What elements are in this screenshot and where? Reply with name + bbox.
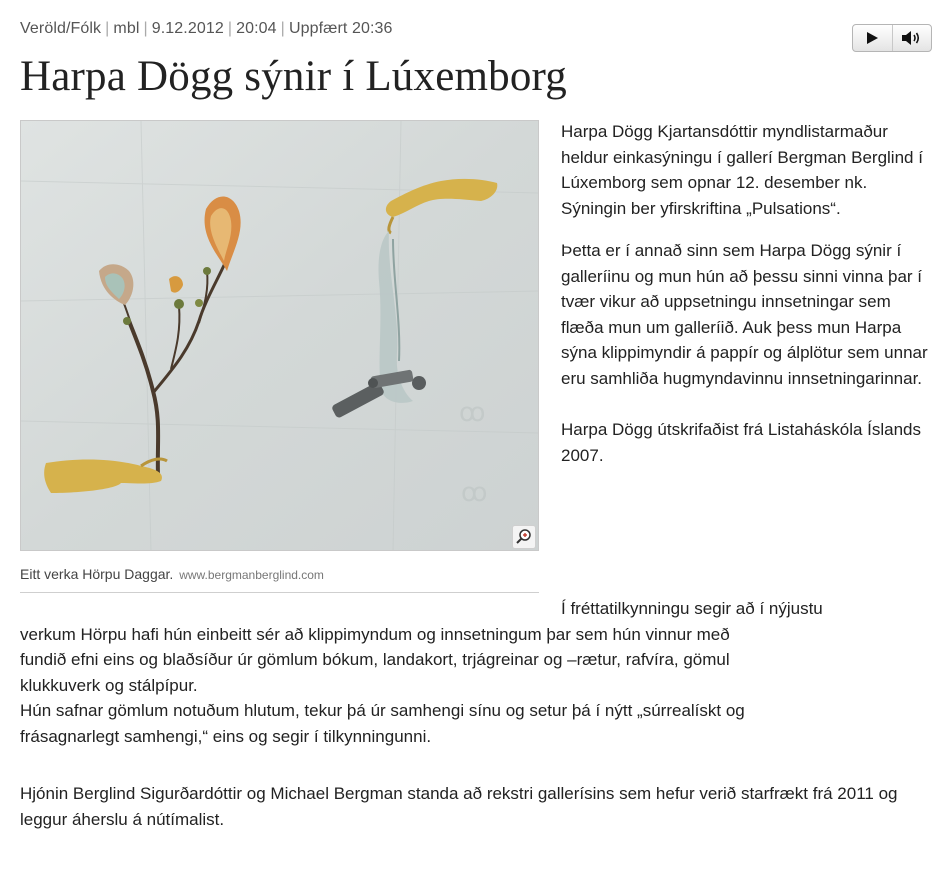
speaker-icon bbox=[901, 30, 923, 46]
caption-text: Eitt verka Hörpu Daggar. bbox=[20, 566, 174, 582]
artwork-illustration bbox=[21, 121, 539, 551]
paragraph-4-line-6: frásagnarlegt samhengi,“ eins og segir í tilkynningunni. bbox=[20, 726, 432, 746]
article-meta: Veröld/Fólk | mbl | 9.12.2012 | 20:04 | Uppfært 20:36 bbox=[20, 20, 393, 37]
article-title: Harpa Dögg sýnir í Lúxemborg bbox=[20, 53, 567, 100]
section-link[interactable]: Veröld/Fólk bbox=[20, 20, 102, 37]
caption-divider bbox=[20, 592, 539, 593]
svg-text:ꝏ: ꝏ bbox=[459, 398, 486, 427]
paragraph-4 bbox=[20, 596, 930, 749]
paragraph-4-line-5: Hún safnar gömlum notuðum hlutum, tekur þá úr samhengi sínu og setur þá í nýtt „súrrealískt og bbox=[20, 701, 745, 720]
play-icon bbox=[865, 31, 879, 45]
paragraph-4-line-2: verkum Hörpu hafi hún einbeitt sér að klippimyndum og innsetningum þar sem hún vinnur með bbox=[20, 624, 730, 644]
paragraph-5: Hjónin Berglind Sigurðardóttir og Michael Bergman standa að rekstri gallerísins sem hefur verið starfrækt frá 2011 og leggur áherslu á nútímalist. bbox=[20, 784, 898, 829]
image-caption bbox=[20, 566, 324, 582]
play-button[interactable] bbox=[853, 25, 892, 51]
publish-time: 20:04 bbox=[236, 20, 277, 37]
magnify-plus-icon bbox=[513, 526, 535, 548]
image-credit-link[interactable]: www.bergmanberglind.com bbox=[179, 568, 324, 582]
paragraph-4-line-3: fundið efni eins og blaðsíður úr gömlum bókum, landakort, trjágreinar og –rætur, rafvíra, gömul bbox=[20, 650, 730, 669]
paragraph-1: Harpa Dögg Kjartansdóttir myndlistarmaður heldur einkasýningu í gallerí Bergman Berglind í Lúxemborg sem opnar 12. desember nk. Sýningin ber yfirskriftina „Pulsations“. bbox=[561, 122, 923, 218]
publish-date: 9.12.2012 bbox=[151, 20, 224, 37]
zoom-button[interactable] bbox=[512, 525, 536, 549]
svg-text:ꝏ: ꝏ bbox=[461, 478, 488, 507]
paragraph-4-line-1: Í fréttatilkynningu segir að í nýjustu bbox=[561, 599, 823, 618]
article-body-column bbox=[561, 119, 931, 468]
audio-button[interactable] bbox=[892, 25, 932, 51]
source-label: mbl bbox=[113, 20, 140, 37]
paragraph-2: Þetta er í annað sinn sem Harpa Dögg sýnir í galleríinu og mun hún að þessu sinni vinna þar í tvær vikur að uppsetningu innsetningar sem flæða mun um galleríið. Auk þess mun Harpa sýna klippimyndir á pappír og álplötur sem unnar eru samhliða hugmyndavinnu innsetningarinnar. bbox=[561, 241, 928, 388]
updated-time: Uppfært 20:36 bbox=[288, 20, 393, 37]
audio-player bbox=[852, 24, 932, 52]
article-image[interactable] bbox=[20, 120, 539, 551]
paragraph-4-line-4: klukkuverk og stálpípur. bbox=[20, 675, 198, 695]
paragraph-3: Harpa Dögg útskrifaðist frá Listaháskóla Íslands 2007. bbox=[561, 420, 922, 465]
